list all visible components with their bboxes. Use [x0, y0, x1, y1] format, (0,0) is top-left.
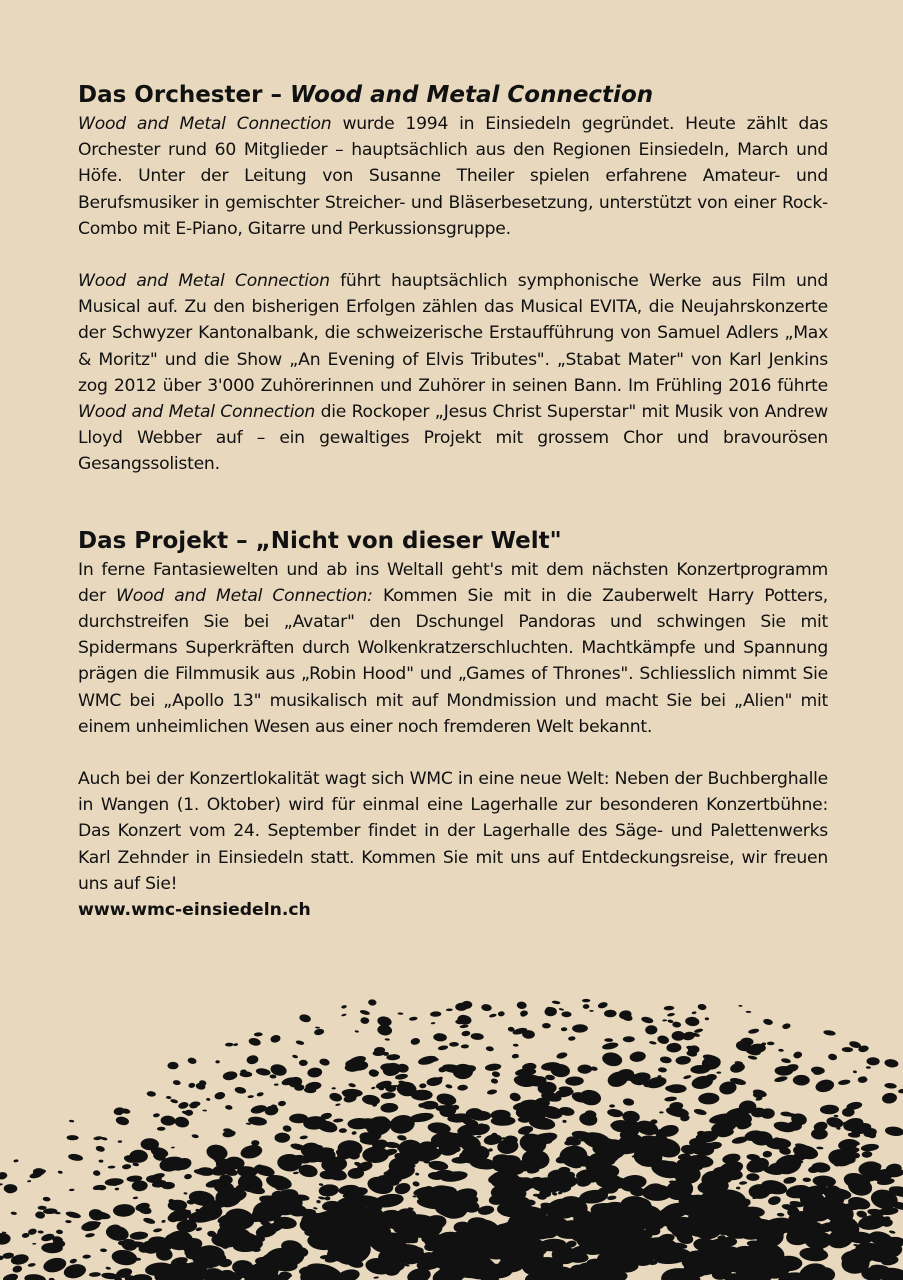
section-heading-orchestra: Das Orchester – Wood and Metal Connection: [78, 82, 654, 108]
document-body: [78, 80, 828, 923]
section-project: [78, 526, 828, 923]
website-link[interactable]: www.wmc-einsiedeln.ch: [78, 900, 311, 921]
paragraph-orchestra-history: Wood and Metal Connection führt hauptsächlich symphonische Werke aus Film und Musical auf. Zu den bisherigen Erfolgen zählen das Musical EVITA, die Neujahrskonzerte der Schwyzer Kantonalbank, die schweizerische Erstaufführung von Samuel Adlers „Max & Moritz" und die Show „An Evening of Elvis Tributes". „Stabat Mater" von Karl Jenkins zog 2012 über 3'000 Zuhörerinnen und Zuhörer in seinen Bann. Im Frühling 2016 führte Wood and Metal Connection die Rockoper „Jesus Christ Superstar" mit Musik von Andrew Lloyd Webber auf – ein gewaltiges Projekt mit grossem Chor und bravourösen Gesangssolisten.: [78, 271, 828, 475]
paragraph-project-program: In ferne Fantasiewelten und ab ins Weltall geht's mit dem nächsten Konzertprogramm der Wood and Metal Connection: Kommen Sie mit in die Zauberwelt Harry Potters, durchstreifen Sie bei „Avatar" den Dschungel Pandoras und schwingen Sie mit Spidermans Superkräften durch Wolkenkratzerschluchten. Machtkämpfe und Spannung prägen die Filmmusik aus „Robin Hood" und „Games of Thrones". Schliesslich nimmt Sie WMC bei „Apollo 13" musikalisch mit auf Mondmission und macht Sie bei „Alien" mit einem unheimlichen Wesen aus einer noch fremderen Welt bekannt.: [78, 559, 828, 737]
paragraph-orchestra-intro: Wood and Metal Connection wurde 1994 in Einsiedeln gegründet. Heute zählt das Orchester rund 60 Mitglieder – hauptsächlich aus den Regionen Einsiedeln, March und Höfe. Unter der Leitung von Susanne Theiler spielen erfahrene Amateur- und Berufsmusiker in gemischter Streicher- und Bläserbesetzung, unterstützt von einer Rock-Combo mit E-Piano, Gitarre und Perkussionsgruppe.: [78, 114, 828, 239]
section-orchestra: [78, 80, 828, 478]
paragraph-project-venue: Auch bei der Konzertlokalität wagt sich WMC in eine neue Welt: Neben der Buchberghalle in Wangen (1. Oktober) wird für einmal eine Lagerhalle zur besonderen Konzertbühne: Das Konzert vom 24. September findet in der Lagerhalle des Säge- und Palettenwerks Karl Zehnder in Einsiedeln statt. Kommen Sie mit uns auf Entdeckungsreise, wir freuen uns auf Sie!: [78, 769, 828, 894]
section-heading-project: Das Projekt – „Nicht von dieser Welt": [78, 527, 562, 554]
